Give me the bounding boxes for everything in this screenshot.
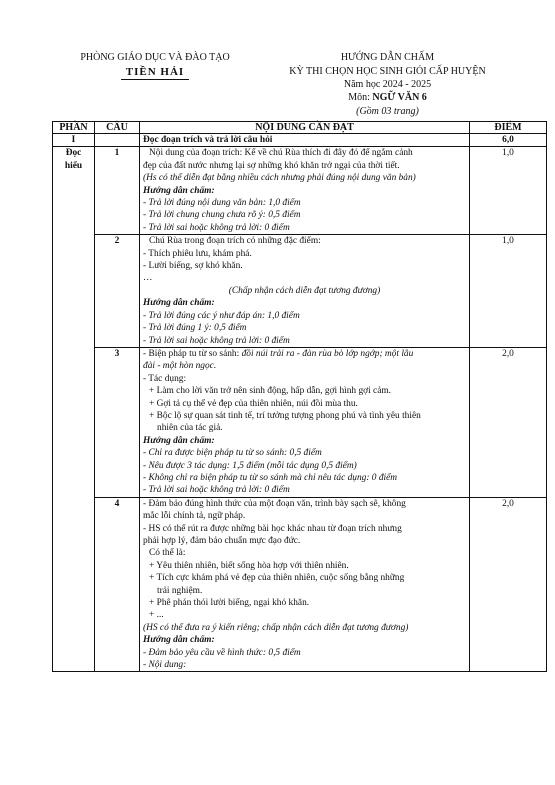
district-underline <box>121 79 189 80</box>
question-number: 1 <box>95 147 140 235</box>
subject-line: Môn: NGỮ VĂN 6 <box>348 92 427 103</box>
question-content: Chú Rùa trong đoạn trích có những đặc điểm: - Thích phiêu lưu, khám phá. - Lười biếng, sợ khó khăn. … (Chấp nhận cách diễn đạt tương đương) Hướng dẫn chấm: - Trả lời đúng các ý như đáp án: 1,0 điểm - Trả lời đúng 1 ý: 0,5 điểm - Trả lời sai hoặc không trả lời: 0 điểm <box>140 235 470 348</box>
subject-name: NGỮ VĂN 6 <box>372 92 427 103</box>
table-row <box>53 147 547 235</box>
question-number: 4 <box>95 497 140 672</box>
page-count: (Gồm 03 trang) <box>356 106 419 117</box>
question-score: 2,0 <box>470 347 547 497</box>
district-name: TIỀN HẢI <box>125 66 185 78</box>
section-score: 6,0 <box>470 134 547 147</box>
section-name: Đọc hiểu <box>53 147 95 672</box>
table-row <box>53 347 547 497</box>
school-year: Năm học 2024 - 2025 <box>343 79 432 90</box>
question-content: Nội dung của đoạn trích: Kể về chú Rùa thích đi đây đó để ngắm cảnh đẹp của đất nước nhưng lại sợ những khó khăn trở ngại của thời tiết. (Hs có thể diễn đạt bằng nhiều cách nhưng phải đúng nội dung văn bản) Hướng dẫn chấm: - Trả lời đúng nội dung văn bản: 1,0 điểm - Trả lời chung chung chưa rõ ý: 0,5 điểm - Trả lời sai hoặc không trả lời: 0 điểm <box>140 147 470 235</box>
question-score: 1,0 <box>470 147 547 235</box>
col-content: NỘI DUNG CẦN ĐẠT <box>140 122 470 134</box>
table-header-row <box>53 122 547 134</box>
col-part: PHẦN <box>53 122 95 134</box>
exam-name: KỲ THI CHỌN HỌC SINH GIỎI CẤP HUYỆN <box>289 66 486 77</box>
question-content: - Biện pháp tu từ so sánh: đồi núi trải ra - đàn rùa bò lớp ngớp; một lâu đài - một hòn ngọc. - Tác dụng: + Làm cho lời văn trở nên sinh động, hấp dẫn, gợi hình gợi cảm. + Gợi tả cụ thể vẻ đẹp của thiên nhiên, núi đồi mùa thu. + Bộc lộ sự quan sát tinh tế, trí tưởng tượng phong phú và tình yêu thiên nhiên của tác giả. Hướng dẫn chấm: - Chỉ ra được biện pháp tu từ so sánh: 0,5 điểm - Nêu được 3 tác dụng: 1,5 điểm (mỗi tác dụng 0,5 điểm) - Không chỉ ra biện pháp tu từ so sánh mà chỉ nêu tác dụng: 0 điểm - Trả lời sai hoặc không trả lời: 0 điểm <box>140 347 470 497</box>
section-row <box>53 134 547 147</box>
department-name: PHÒNG GIÁO DỤC VÀ ĐÀO TẠO <box>80 52 230 63</box>
question-score: 2,0 <box>470 497 547 672</box>
col-score: ĐIỂM <box>470 122 547 134</box>
section-number: I <box>53 134 95 147</box>
question-number: 3 <box>95 347 140 497</box>
question-number: 2 <box>95 235 140 348</box>
table-row <box>53 497 547 672</box>
question-content: - Đảm bảo đúng hình thức của một đoạn văn, trình bày sạch sẽ, không mắc lỗi chính tả, ngữ pháp. - HS có thể rút ra được những bài học khác nhau từ đoạn trích nhưng phải hợp lý, đảm bảo chuẩn mực đạo đức. Có thể là: + Yêu thiên nhiên, biết sống hòa hợp với thiên nhiên. + Tích cực khám phá vẻ đẹp của thiên nhiên, cuộc sống bằng những trải nghiệm. + Phê phán thói lười biếng, ngại khó khăn. + ... (HS có thể đưa ra ý kiến riêng; chấp nhận cách diễn đạt tương đương) Hướng dẫn chấm: - Đảm bảo yêu cầu về hình thức: 0,5 điểm - Nội dung: <box>140 497 470 672</box>
question-score: 1,0 <box>470 235 547 348</box>
doc-title: HƯỚNG DẪN CHẤM <box>340 52 435 63</box>
table-row <box>53 235 547 348</box>
grading-table <box>52 121 547 672</box>
col-question: CÂU <box>95 122 140 134</box>
section-title: Đọc đoạn trích và trả lời câu hỏi <box>140 134 470 147</box>
